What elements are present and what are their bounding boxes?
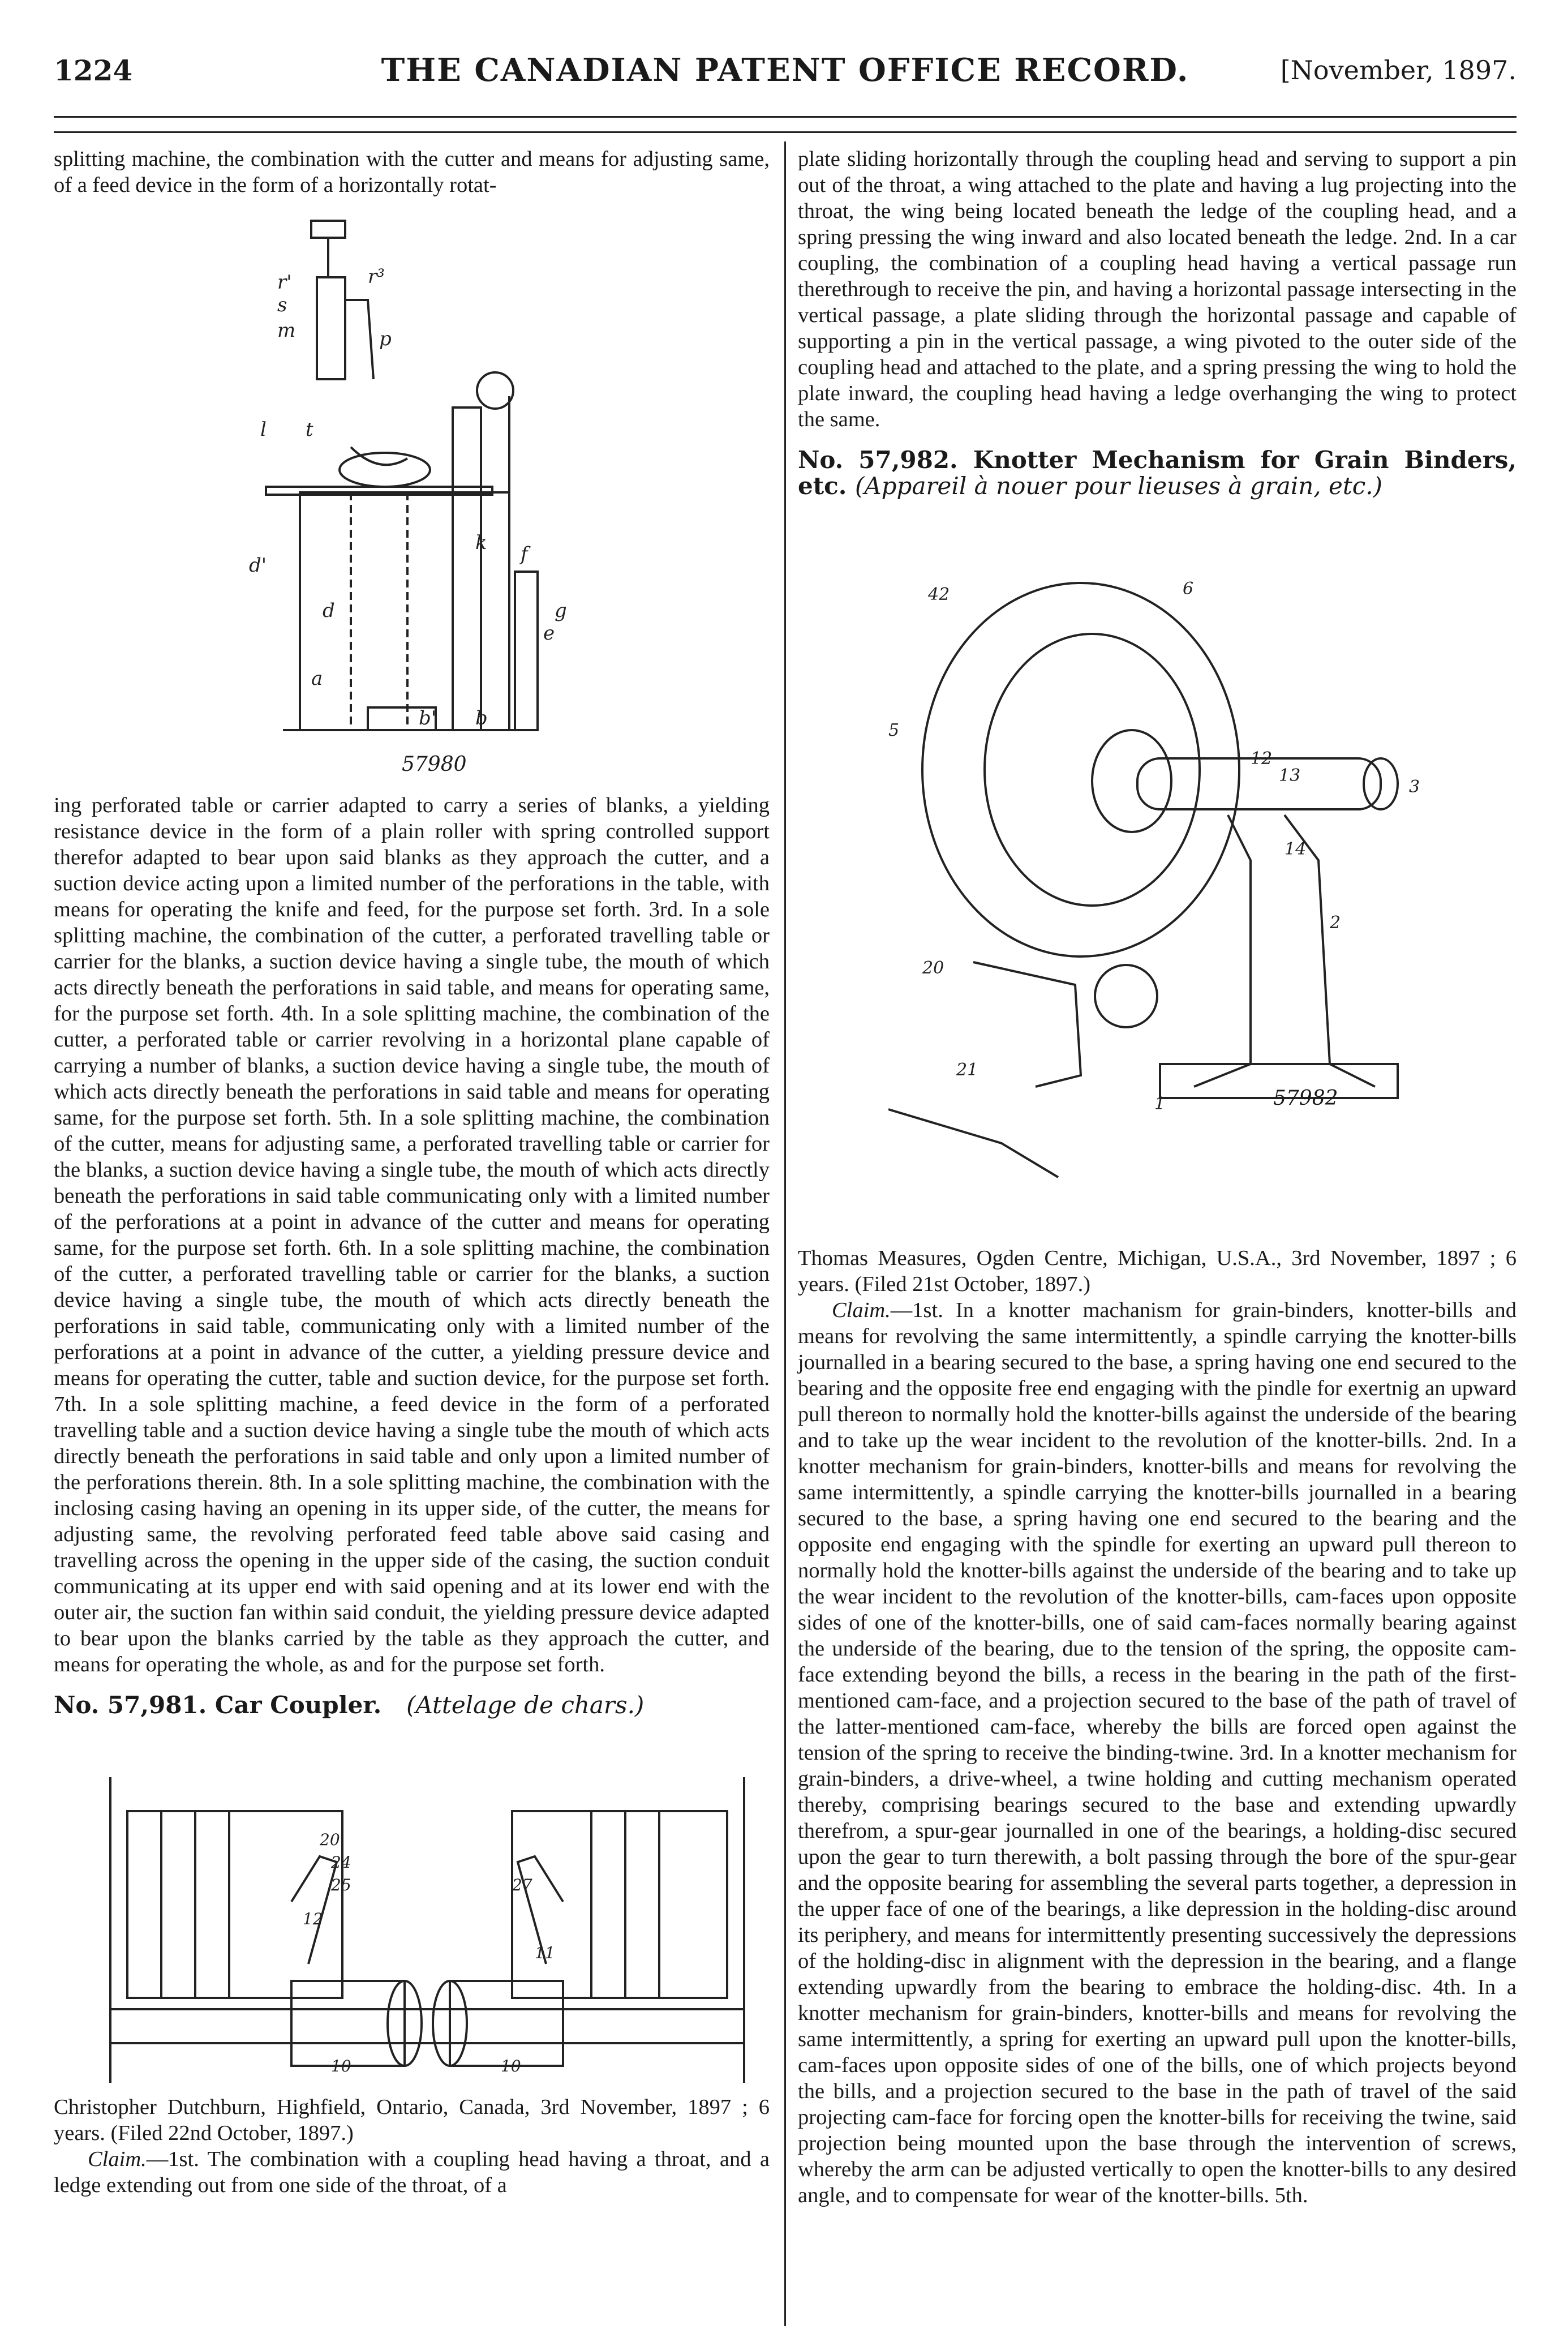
svg-text:d: d bbox=[323, 599, 335, 622]
page-number: 1224 bbox=[54, 54, 133, 87]
figure-57982 bbox=[888, 577, 1432, 1183]
heading-57981-french: (Attelage de chars.) bbox=[406, 1691, 645, 1719]
svg-text:21: 21 bbox=[956, 1060, 978, 1080]
svg-text:3: 3 bbox=[1409, 777, 1420, 797]
sole-splitting-machine-drawing-icon bbox=[238, 209, 611, 775]
svg-text:5: 5 bbox=[888, 720, 900, 740]
svg-text:d': d' bbox=[249, 554, 267, 577]
svg-text:2: 2 bbox=[1330, 913, 1341, 933]
svg-text:r³: r³ bbox=[368, 265, 385, 288]
svg-text:6: 6 bbox=[1183, 579, 1194, 599]
svg-text:13: 13 bbox=[1279, 766, 1301, 786]
right-column-body bbox=[798, 1245, 1517, 2208]
left-column-bottom bbox=[54, 2094, 770, 2198]
svg-text:12: 12 bbox=[303, 1910, 323, 1928]
left-top-text: splitting machine, the combination with the cutter and means for adjusting same, of a feed device in the form of a horizontally rotat- bbox=[54, 147, 770, 197]
left-column-body bbox=[54, 792, 770, 1718]
claims-57980-continued: ing perforated table or carrier adapted to carry a series of blanks, a yielding resistance device in the form of a plain roller with spring controlled support therefor adapted to bear upon said blanks as they approach the cutter, and a suction device acting upon a limited number of the perforations in the table, with means for operating the knife and feed, for the purpose set forth. 3rd. In a sole splitting machine, the combination of the cutter, a perforated travelling table or carrier for the blanks, a suction device having a single tube, the mouth of which acts directly beneath the perforations in said table, and means for operating same, for the purpose set forth. 4th. In a sole splitting machine, the combination of the cutter, a perforated table or carrier revolving in a horizontal plane capable of carrying a number of blanks, a suction device having a single tube, the mouth of which acts directly beneath the perforations in said table and means for operating same, for the purpose set forth. 5th. In a sole splitting machine, the combination of the cutter, means for adjusting same, a perforated travelling table or carrier for the blanks, a suction device having a single tube, the mouth of which acts directly beneath the perforations in said table communicating only with a limited number of the perforations at a point in advance of the cutter and means for operating same, for the purpose set forth. 6th. In a sole splitting machine, the combination of the cutter, a perforated travelling table or carrier for the blanks, a suction device having a single tube, the mouth of which acts directly beneath the perforations in said table, communicating only with a limited number of the perforations at a point in advance of the cutter, a yielding pressure device and means for operating the cutter, table and suction device, for the purpose set forth. 7th. In a sole splitting machine, a feed device in the form of a perforated travelling table and a suction device having a single tube the mouth of which acts directly beneath the perforations in said table and only upon a limited number of the perforations therein. 8th. In a sole splitting machine, the combination with the inclosing casing having an opening in its upper side, of the cutter, the means for adjusting same, the revolving perforated feed table above said casing and travelling across the opening in the upper side of the casing, the suction conduit communicating at its upper end with said opening and at its lower end with the outer air, the suction fan within said conduit, the yielding pressure device adapted to bear upon the blanks carried by the table as they approach the cutter, and means for operating the whole, as and for the purpose set forth. bbox=[54, 793, 770, 1676]
svg-text:g: g bbox=[555, 599, 567, 622]
heading-57982-title: No. 57,982. Knotter Mechanism for Grain Binders, etc. bbox=[798, 446, 1517, 500]
column-divider bbox=[784, 141, 786, 2326]
knotter-mechanism-drawing-icon bbox=[888, 577, 1432, 1183]
svg-text:11: 11 bbox=[535, 1944, 555, 1962]
header-rule bbox=[54, 116, 1517, 118]
svg-text:b: b bbox=[475, 707, 488, 730]
svg-text:k: k bbox=[475, 531, 487, 554]
svg-text:t: t bbox=[306, 418, 313, 441]
claim-57981-text: —1st. The combination with a coupling head having a throat, and a ledge extending out from one side of the throat, of a bbox=[54, 2147, 770, 2197]
svg-text:s: s bbox=[277, 294, 287, 316]
svg-text:f: f bbox=[521, 543, 528, 565]
svg-text:a: a bbox=[311, 667, 323, 690]
left-column-top bbox=[54, 146, 770, 198]
claim-label-57982: Claim. bbox=[832, 1298, 891, 1322]
svg-text:25: 25 bbox=[331, 1876, 351, 1894]
svg-text:e: e bbox=[543, 622, 555, 645]
svg-text:20: 20 bbox=[320, 1830, 340, 1849]
svg-text:10: 10 bbox=[331, 2057, 351, 2075]
heading-57982-french: (Appareil à nouer pour lieuses à grain, etc.) bbox=[854, 472, 1382, 500]
issue-date: [November, 1897. bbox=[1280, 55, 1517, 85]
figure-57980-label: 57980 bbox=[402, 753, 467, 776]
journal-title: THE CANADIAN PATENT OFFICE RECORD. bbox=[381, 52, 1189, 89]
svg-text:p: p bbox=[379, 328, 392, 350]
svg-text:1: 1 bbox=[1154, 1094, 1166, 1114]
page-header bbox=[54, 48, 1517, 99]
claim-57982-text: —1st. In a knotter machanism for grain-binders, knotter-bills and means for revolving the same intermittently, a spindle carrying the knotter-bills journalled in a bearing secured to the base, a spring having one end secured to the bearing and the opposite free end engaging with the pindle for exertnig an upward pull thereon to normally hold the knotter-bills against the underside of the bearing and to take up the wear incident to the revolution of the knotter-bills. 2nd. In a knotter mechanism for grain-binders, knotter-bills and means for revolving the same intermittently, a spindle carrying the knotter-bills journalled in a bearing secured to the base, a spring having one end secured to the bearing and the opposite end engaging with the spindle for exerting an upward pull thereon to normally hold the knotter-bills against the underside of the bearing and to take up the wear incident to the revolution of the knotter-bills, cam-faces upon opposite sides of one of the knotter-bills, one of said cam-faces normally bearing against the underside of the bearing, due to the tension of the spring, the opposite cam-face extending beyond the bills, a recess in the bearing in the path of the first-mentioned cam-face, and a projection secured to the base of the path of travel of the latter-mentioned cam-face, whereby the bills are forced open against the tension of the spring to receive the binding-twine. 3rd. In a knotter mechanism for grain-binders, a drive-wheel, a twine holding and cutting mechanism operated thereby, comprising bearings secured to the base and extending upwardly therefrom, a spur-gear journalled in one of the bearings, a holding-disc secured upon the gear to turn therewith, a bolt passing through the bore of the spur-gear and the opposite bearing for assembling the several parts together, a depression in the upper face of one of the bearings, a like depression in the holding-disc around its periphery, and means for intermittently presenting successively the depressions of the holding-disc in alignment with the depression in the bearing, and a flange extending upwardly from the bearing to embrace the holding-disc. 4th. In a knotter mechanism for grain-binders, knotter-bills and means for revolving the same intermittently, a spring for exerting an upward pull upon the knotter-bills, cam-faces upon opposite sides of one of the bills, one of which projects beyond the bills, and a projection secured to the base in the path of travel of the said projecting cam-face for forcing open the knotter-bills for receiving the twine, said projection being mounted upon the base through the intervention of screws, whereby the arm can be adjusted vertically to open the knotter-bills to any desired angle, and to compensate for wear of the knotter-bills. 5th. bbox=[798, 1298, 1517, 2207]
inventor-57982: Thomas Measures, Ogden Centre, Michigan, U.S.A., 3rd November, 1897 ; 6 years. (Filed 21st October, 1897.) bbox=[798, 1246, 1517, 1296]
claim-57981-start bbox=[54, 2146, 770, 2198]
patent-heading-57981 bbox=[54, 1692, 770, 1718]
header-rule-2 bbox=[54, 131, 1517, 133]
svg-text:b': b' bbox=[419, 707, 437, 730]
claims-57982 bbox=[798, 1297, 1517, 2208]
claims-57981-continued: plate sliding horizontally through the coupling head and serving to support a pin out of the throat, a wing attached to the plate and having a lug projecting into the throat, the wing being located beneath the ledge of the coupling head, and a spring pressing the wing inward and also located beneath the ledge. 2nd. In a car coupling, the combination of a coupling head having a vertical passage run therethrough to receive the pin, and having a horizontal passage intersecting in the vertical passage, a plate sliding through the horizontal passage and capable of supporting a pin in the vertical passage, a wing pivoted to the outer side of the coupling head and attached to the plate, and a spring pressing the wing to hold the plate inward, the coupling head having a ledge overhanging the wing to protect the same. bbox=[798, 147, 1517, 431]
svg-text:12: 12 bbox=[1251, 749, 1273, 769]
inventor-57981: Christopher Dutchburn, Highfield, Ontario, Canada, 3rd November, 1897 ; 6 years. (Filed 22nd October, 1897.) bbox=[54, 2095, 770, 2145]
heading-57981-title: No. 57,981. Car Coupler. bbox=[54, 1691, 382, 1719]
car-coupler-drawing-icon bbox=[105, 1777, 750, 2083]
patent-heading-57982 bbox=[798, 447, 1517, 499]
claim-label-57981: Claim. bbox=[88, 2147, 147, 2171]
svg-text:42: 42 bbox=[928, 585, 950, 604]
svg-text:l: l bbox=[260, 418, 267, 441]
svg-text:10: 10 bbox=[501, 2057, 521, 2075]
svg-text:14: 14 bbox=[1285, 839, 1307, 859]
figure-57981 bbox=[105, 1777, 750, 2083]
svg-text:27: 27 bbox=[512, 1876, 532, 1894]
figure-57982-label: 57982 bbox=[1273, 1087, 1338, 1110]
svg-text:24: 24 bbox=[331, 1853, 351, 1872]
svg-text:r': r' bbox=[277, 271, 292, 294]
svg-text:20: 20 bbox=[922, 958, 944, 978]
figure-57980 bbox=[238, 209, 611, 775]
svg-text:m: m bbox=[277, 319, 296, 342]
right-column-top bbox=[798, 146, 1517, 499]
